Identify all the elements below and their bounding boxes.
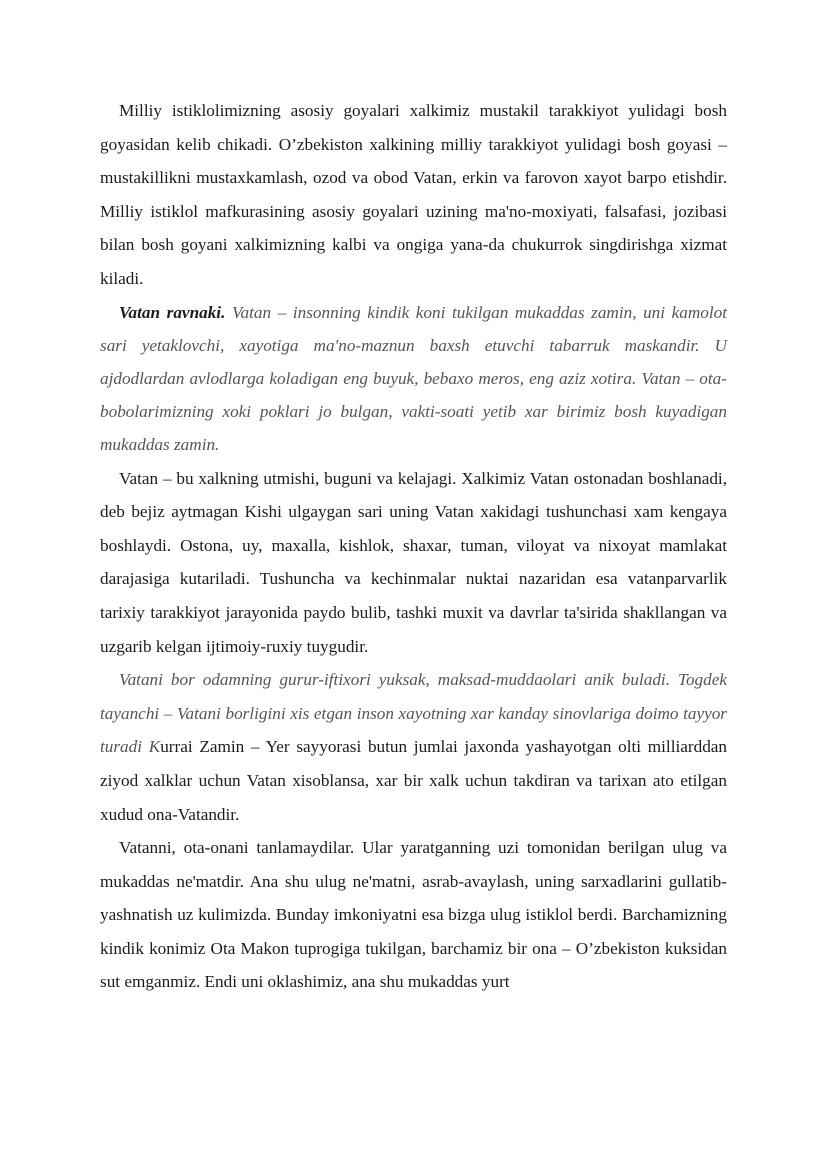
paragraph-3 xyxy=(100,462,727,664)
paragraph-4 xyxy=(100,663,727,831)
paragraph-2-text: Vatan – insonning kindik koni tukilgan mukaddas zamin, uni kamolot sari yetaklovchi, xayotiga ma'no-maznun baxsh etuvchi tabarruk maskandir. U ajdodlardan avlodlarga koladigan eng buyuk, bebaxo meros, eng aziz xotira. Vatan – ota-bobolarimizning xoki poklari jo bulgan, vakti-soati yetib xar birimiz bosh kuyadigan mukaddas zamin. xyxy=(100,302,727,455)
paragraph-5-text: Vatanni, ota-onani tanlamaydilar. Ular yaratganning uzi tomonidan berilgan ulug va mukaddas ne'matdir. Ana shu ulug ne'matni, asrab-avaylash, uning sarxadlarini gullatib-yashnatish uz kulimizda. Bunday imkoniyatni esa bizga ulug istiklol berdi. Barchamizning kindik konimiz Ota Makon tuprogiga tukilgan, barchamiz bir ona – O’zbekiston kuksidan sut emganmiz. Endi uni oklashimiz, ana shu mukaddas yurt xyxy=(100,838,727,992)
paragraph-2 xyxy=(100,296,727,462)
paragraph-2-heading: Vatan ravnaki. xyxy=(119,302,226,322)
paragraph-1-text: Milliy istiklolimizning asosiy goyalari xalkimiz mustakil tarakkiyot yulidagi bosh goyasidan kelib chikadi. O’zbekiston xalkining milliy tarakkiyot yulidagi bosh goyasi – mustakillikni mustaxkamlash, ozod va obod Vatan, erkin va farovon xayot barpo etishdir. Milliy istiklol mafkurasining asosiy goyalari uzining ma'no-moxiyati, falsafasi, jozibasi bilan bosh goyani xalkimizning kalbi va ongiga yana-da chukurrok singdirishga xizmat kiladi. xyxy=(100,101,727,288)
paragraph-1 xyxy=(100,94,727,296)
paragraph-4-text: urrai Zamin – Yer sayyorasi butun jumlai jaxonda yashayotgan olti milliarddan ziyod xalklar uchun Vatan xisoblansa, xar bir xalk uchun takdiran va tarixan ato etilgan xudud ona-Vatandir. xyxy=(100,737,728,824)
paragraph-3-text: Vatan – bu xalkning utmishi, buguni va kelajagi. Xalkimiz Vatan ostonadan boshlanadi, deb bejiz aytmagan Kishi ulgaygan sari uning Vatan xakidagi tushunchasi xam kengaya boshlaydi. Ostona, uy, maxalla, kishlok, shaxar, tuman, viloyat va nixoyat mamlakat darajasiga kutariladi. Tushuncha va kechinmalar nuktai nazaridan esa vatanparvarlik tarixiy tarakkiyot jarayonida paydo bulib, tashki muxit va davrlar ta'sirida shakllangan va uzgarib kelgan ijtimoiy-ruxiy tuygudir. xyxy=(100,468,727,656)
document-page xyxy=(100,94,727,999)
paragraph-4-italic-text: Vatani bor odamning gurur-iftixori yuksak, maksad-muddaolari anik buladi. Togdek tayanchi – Vatani borligini xis etgan inson xayotning xar kanday sinovlariga doimo tayyor turadi K xyxy=(100,670,727,757)
paragraph-5 xyxy=(100,831,727,999)
